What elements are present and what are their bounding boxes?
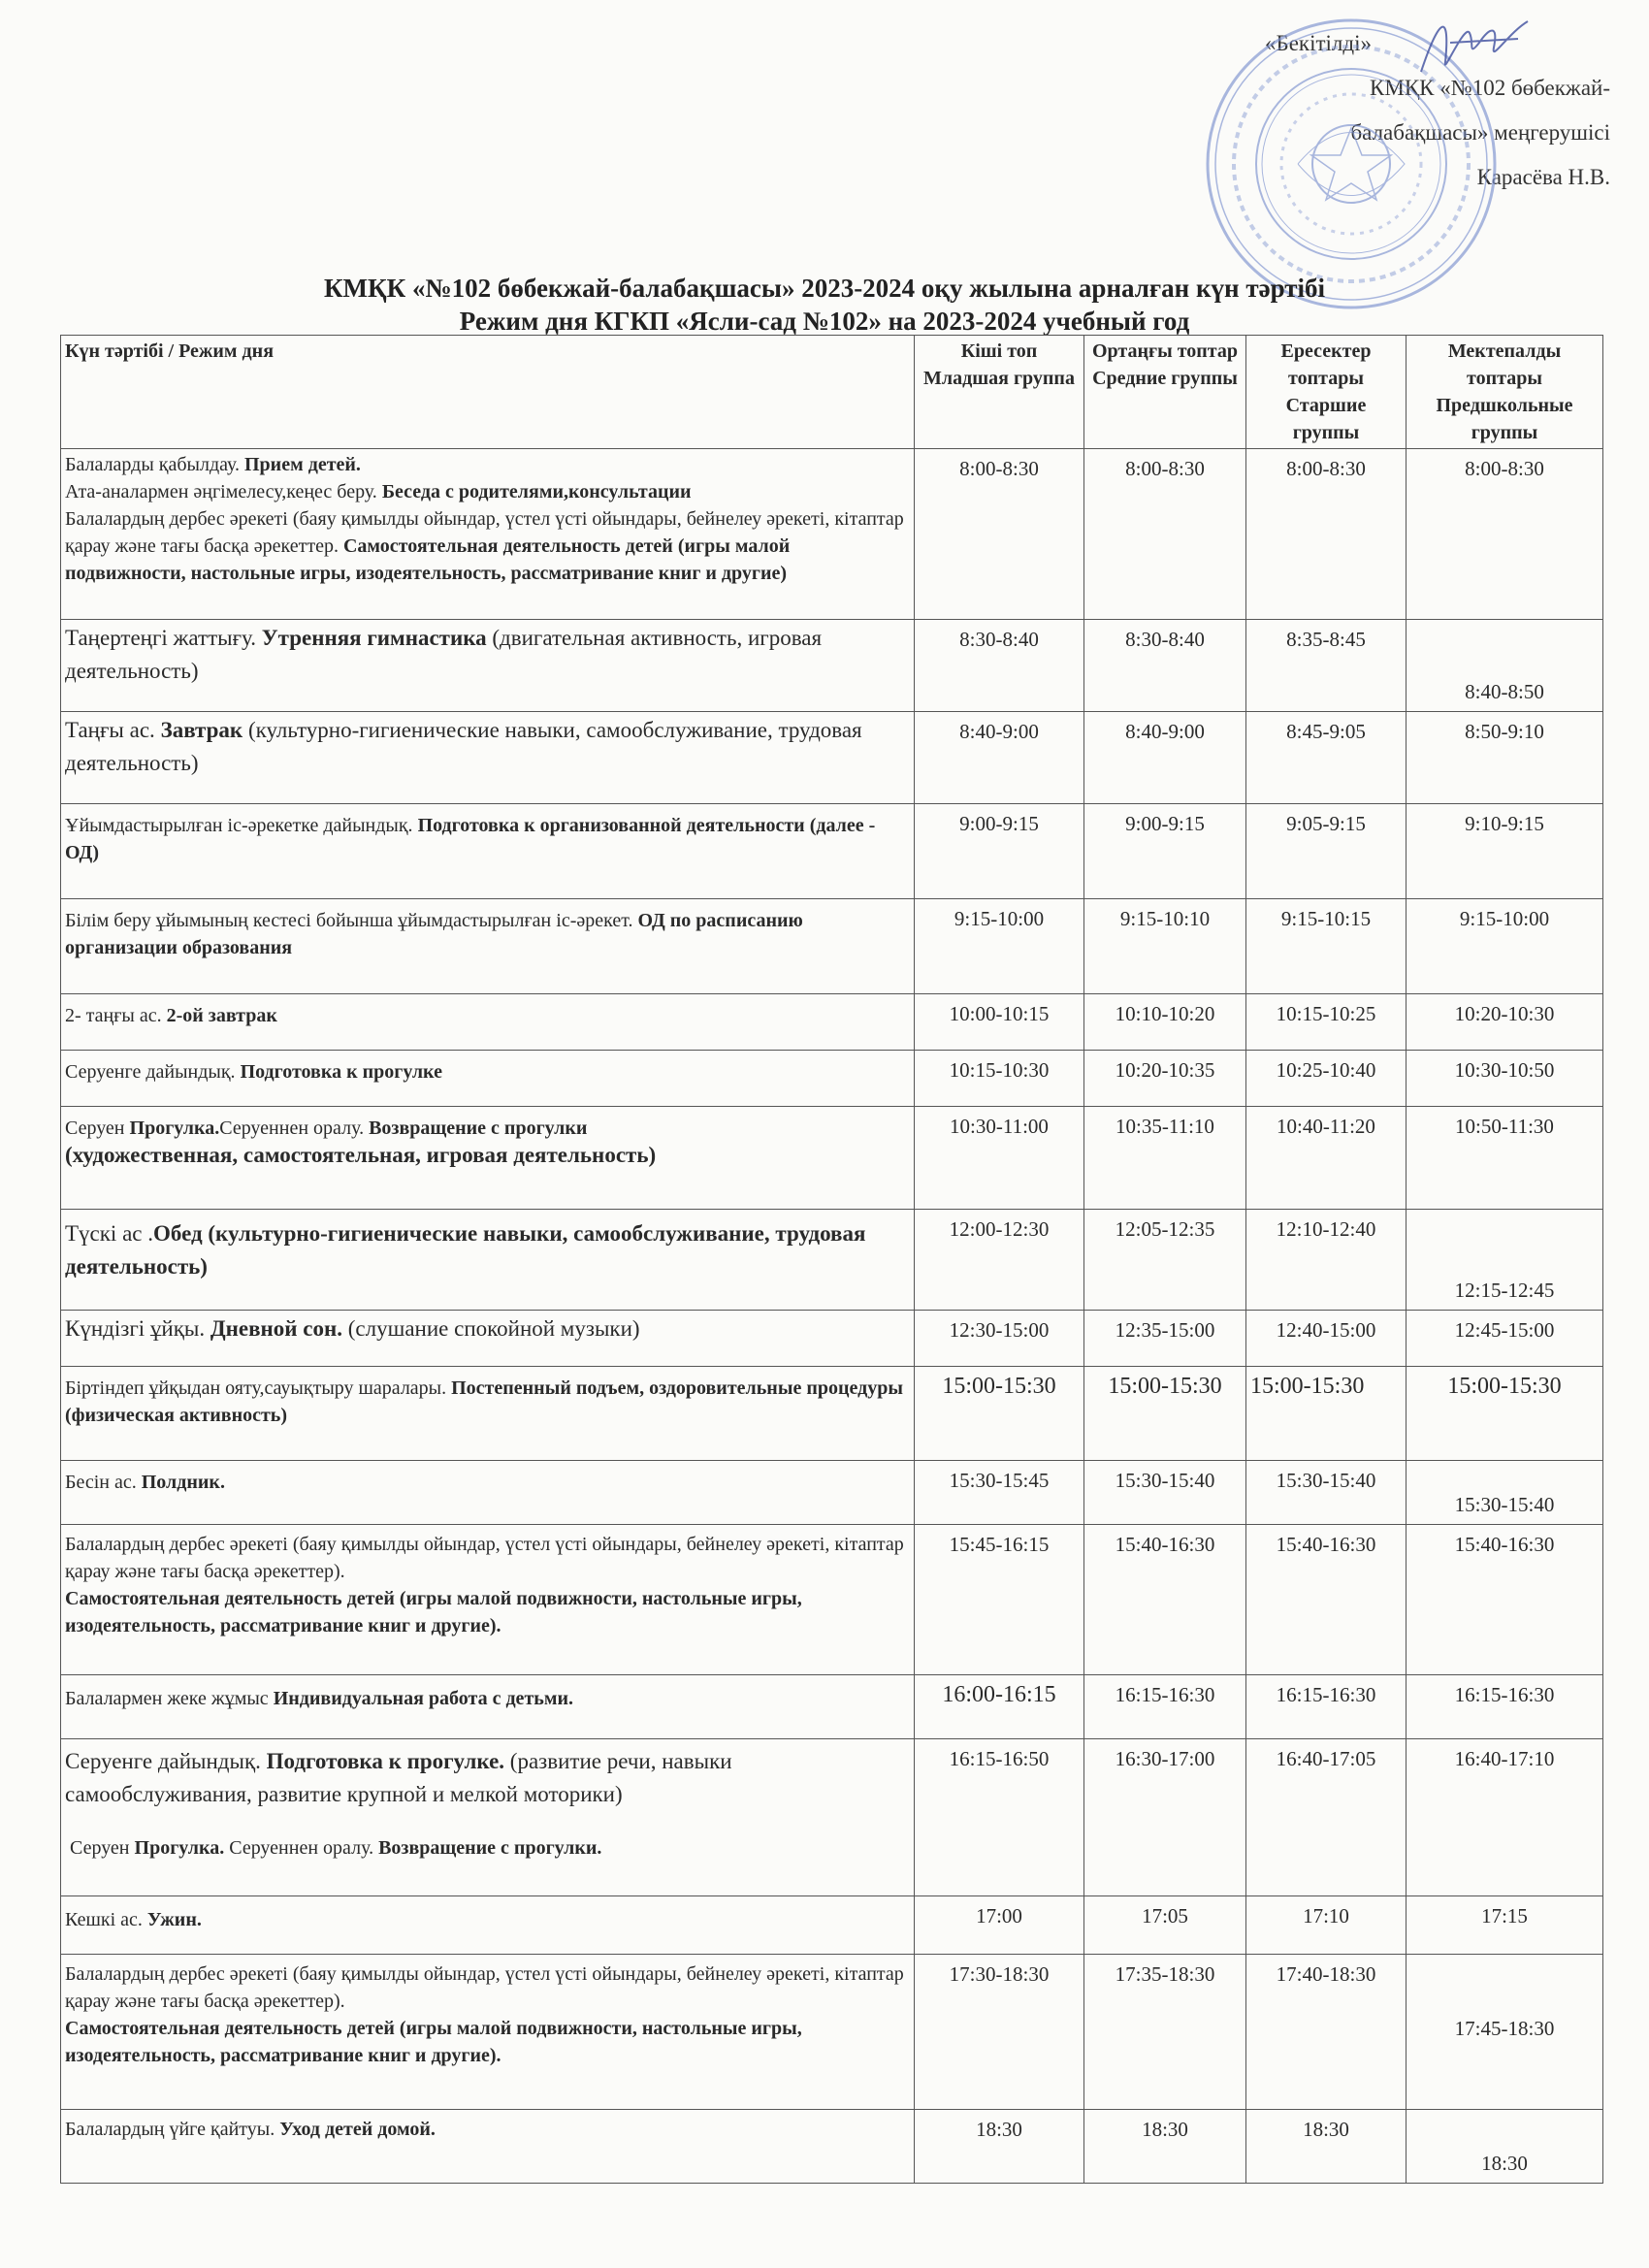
table-row xyxy=(61,1525,1603,1675)
table-row xyxy=(61,712,1603,804)
activity-cell: Балалармен жеке жұмыс Индивидуальная работа с детьми. xyxy=(61,1675,915,1739)
time-cell: 10:20-10:35 xyxy=(1084,1051,1246,1107)
time-cell: 18:30 xyxy=(915,2110,1084,2184)
time-cell: 17:00 xyxy=(915,1896,1084,1955)
time-cell: 10:25-10:40 xyxy=(1246,1051,1406,1107)
time-cell: 16:15-16:50 xyxy=(915,1739,1084,1896)
time-cell: 18:30 xyxy=(1406,2110,1603,2184)
table-row xyxy=(61,1107,1603,1210)
activity-cell: Түскі ас .Обед (культурно-гигиенические навыки, самообслуживание, трудовая деятельность) xyxy=(61,1210,915,1311)
header-middle: Ортаңғы топтар Средние группы xyxy=(1084,336,1246,449)
time-cell: 9:15-10:10 xyxy=(1084,899,1246,994)
time-cell: 17:45-18:30 xyxy=(1406,1955,1603,2110)
activity-cell: Балалардың үйге қайтуы. Уход детей домой. xyxy=(61,2110,915,2184)
table-row xyxy=(61,1461,1603,1525)
daily-schedule-table xyxy=(60,335,1603,2184)
table-row xyxy=(61,1955,1603,2110)
table-row xyxy=(61,1210,1603,1311)
time-cell: 17:05 xyxy=(1084,1896,1246,1955)
time-cell: 9:15-10:00 xyxy=(915,899,1084,994)
activity-cell: Таңертеңгі жаттығу. Утренняя гимнастика (двигательная активность, игровая деятельность) xyxy=(61,620,915,712)
time-cell: 9:00-9:15 xyxy=(1084,804,1246,899)
table-row xyxy=(61,1675,1603,1739)
time-cell: 12:30-15:00 xyxy=(915,1311,1084,1367)
time-cell: 17:15 xyxy=(1406,1896,1603,1955)
time-cell: 8:30-8:40 xyxy=(915,620,1084,712)
time-cell: 10:15-10:25 xyxy=(1246,994,1406,1051)
time-cell: 10:50-11:30 xyxy=(1406,1107,1603,1210)
time-cell: 15:30-15:40 xyxy=(1246,1461,1406,1525)
time-cell: 9:10-9:15 xyxy=(1406,804,1603,899)
time-cell: 12:10-12:40 xyxy=(1246,1210,1406,1311)
table-row xyxy=(61,1739,1603,1896)
time-cell: 16:40-17:05 xyxy=(1246,1739,1406,1896)
activity-cell: Бесін ас. Полдник. xyxy=(61,1461,915,1525)
time-cell: 17:30-18:30 xyxy=(915,1955,1084,2110)
table-row xyxy=(61,620,1603,712)
activity-cell: Серуенге дайындық. Подготовка к прогулке. (развитие речи, навыки самообслуживания, развитие крупной и мелкой моторики) Серуен Прогулка. Серуеннен оралу. Возвращение с прогулки. xyxy=(61,1739,915,1896)
time-cell: 12:05-12:35 xyxy=(1084,1210,1246,1311)
time-cell: 8:45-9:05 xyxy=(1246,712,1406,804)
time-cell: 8:30-8:40 xyxy=(1084,620,1246,712)
time-cell: 12:35-15:00 xyxy=(1084,1311,1246,1367)
time-cell: 12:45-15:00 xyxy=(1406,1311,1603,1367)
table-row xyxy=(61,994,1603,1051)
activity-cell: Балалардың дербес әрекеті (баяу қимылды ойындар, үстел үсті ойындары, бейнелеу әрекеті, кітаптар қарау және тағы басқа әрекеттер). Самостоятельная деятельность детей (игры малой подвижности, настольные игры, изодеятельность, рассматривание книг и другие). xyxy=(61,1955,915,2110)
time-cell: 8:00-8:30 xyxy=(1246,449,1406,620)
time-cell: 9:15-10:15 xyxy=(1246,899,1406,994)
approval-line-3: балабақшасы» меңгерушісі xyxy=(1350,120,1610,145)
activity-cell: Күндізгі ұйқы. Дневной сон. (слушание спокойной музыки) xyxy=(61,1311,915,1367)
time-cell: 10:40-11:20 xyxy=(1246,1107,1406,1210)
time-cell: 10:20-10:30 xyxy=(1406,994,1603,1051)
time-cell: 15:30-15:45 xyxy=(915,1461,1084,1525)
time-cell: 15:40-16:30 xyxy=(1246,1525,1406,1675)
approval-line-4: Карасёва Н.В. xyxy=(1476,165,1610,189)
time-cell: 17:10 xyxy=(1246,1896,1406,1955)
time-cell: 12:00-12:30 xyxy=(915,1210,1084,1311)
header-preschool: Мектепалды топтары Предшкольные группы xyxy=(1406,336,1603,449)
time-cell: 15:40-16:30 xyxy=(1406,1525,1603,1675)
time-cell: 16:40-17:10 xyxy=(1406,1739,1603,1896)
activity-cell: Таңғы ас. Завтрак (культурно-гигиенические навыки, самообслуживание, трудовая деятельность) xyxy=(61,712,915,804)
signature xyxy=(1411,4,1537,81)
time-cell: 9:15-10:00 xyxy=(1406,899,1603,994)
table-row xyxy=(61,804,1603,899)
time-cell: 8:40-8:50 xyxy=(1406,620,1603,712)
table-row xyxy=(61,899,1603,994)
table-row xyxy=(61,1367,1603,1461)
time-cell: 8:00-8:30 xyxy=(1406,449,1603,620)
time-cell: 16:15-16:30 xyxy=(1406,1675,1603,1739)
activity-cell: Балаларды қабылдау. Прием детей. Ата-аналармен әңгімелесу,кеңес беру. Беседа с родителями,консультации Балалардың дербес әрекеті (баяу қимылды ойындар, үстел үсті ойындары, бейнелеу әрекеті, кітаптар қарау және тағы басқа әрекеттер. Самостоятельная деятельность детей (игры малой подвижности, настольные игры, изодеятельность, рассматривание книг и другие) xyxy=(61,449,915,620)
table-row xyxy=(61,1896,1603,1955)
activity-cell: Балалардың дербес әрекеті (баяу қимылды ойындар, үстел үсті ойындары, бейнелеу әрекеті, кітаптар қарау және тағы басқа әрекеттер). Самостоятельная деятельность детей (игры малой подвижности, настольные игры, изодеятельность, рассматривание книг и другие). xyxy=(61,1525,915,1675)
time-cell: 17:40-18:30 xyxy=(1246,1955,1406,2110)
time-cell: 15:00-15:30 xyxy=(1084,1367,1246,1461)
time-cell: 15:00-15:30 xyxy=(1406,1367,1603,1461)
time-cell: 15:30-15:40 xyxy=(1084,1461,1246,1525)
time-cell: 8:00-8:30 xyxy=(915,449,1084,620)
header-senior: Ересектер топтары Старшие группы xyxy=(1246,336,1406,449)
time-cell: 15:00-15:30 xyxy=(915,1367,1084,1461)
time-cell: 10:30-10:50 xyxy=(1406,1051,1603,1107)
time-cell: 10:10-10:20 xyxy=(1084,994,1246,1051)
activity-cell: Серуен Прогулка.Серуеннен оралу. Возвращение с прогулки (художественная, самостоятельная, игровая деятельность) xyxy=(61,1107,915,1210)
time-cell: 10:15-10:30 xyxy=(915,1051,1084,1107)
activity-cell: Кешкі ас. Ужин. xyxy=(61,1896,915,1955)
time-cell: 9:05-9:15 xyxy=(1246,804,1406,899)
activity-cell: Ұйымдастырылған іс-әрекетке дайындық. Подготовка к организованной деятельности (далее - ОД) xyxy=(61,804,915,899)
time-cell: 16:15-16:30 xyxy=(1084,1675,1246,1739)
time-cell: 15:30-15:40 xyxy=(1406,1461,1603,1525)
approval-line-1: «Бекітілді» xyxy=(1265,31,1372,55)
time-cell: 16:15-16:30 xyxy=(1246,1675,1406,1739)
header-junior: Кіші топ Младшая группа xyxy=(915,336,1084,449)
time-cell: 15:45-16:15 xyxy=(915,1525,1084,1675)
time-cell: 17:35-18:30 xyxy=(1084,1955,1246,2110)
header-regime: Күн тәртібі / Режим дня xyxy=(61,336,915,449)
time-cell: 10:35-11:10 xyxy=(1084,1107,1246,1210)
title-kz: КМҚК «№102 бөбекжай-балабақшасы» 2023-2024 оқу жылына арналған күн тәртібі xyxy=(323,274,1325,303)
time-cell: 12:40-15:00 xyxy=(1246,1311,1406,1367)
approval-line-2: КМҚК «№102 бөбекжай- xyxy=(1370,76,1610,100)
table-row xyxy=(61,1051,1603,1107)
time-cell: 16:30-17:00 xyxy=(1084,1739,1246,1896)
time-cell: 8:40-9:00 xyxy=(915,712,1084,804)
time-cell: 16:00-16:15 xyxy=(915,1675,1084,1739)
title-ru: Режим дня КГКП «Ясли-сад №102» на 2023-2024 учебный год xyxy=(459,307,1190,336)
time-cell: 10:00-10:15 xyxy=(915,994,1084,1051)
activity-cell: Біртіндеп ұйқыдан ояту,сауықтыру шаралары. Постепенный подъем, оздоровительные процедуры (физическая активность) xyxy=(61,1367,915,1461)
time-cell: 8:50-9:10 xyxy=(1406,712,1603,804)
document-title xyxy=(0,272,1649,338)
time-cell: 10:30-11:00 xyxy=(915,1107,1084,1210)
activity-cell: Білім беру ұйымының кестесі бойынша ұйымдастырылған іс-әрекет. ОД по расписанию организации образования xyxy=(61,899,915,994)
time-cell: 15:40-16:30 xyxy=(1084,1525,1246,1675)
time-cell: 8:35-8:45 xyxy=(1246,620,1406,712)
table-header-row xyxy=(61,336,1603,449)
time-cell: 9:00-9:15 xyxy=(915,804,1084,899)
time-cell: 18:30 xyxy=(1084,2110,1246,2184)
table-row xyxy=(61,2110,1603,2184)
time-cell: 15:00-15:30 xyxy=(1246,1367,1406,1461)
table-row xyxy=(61,1311,1603,1367)
table-row xyxy=(61,449,1603,620)
time-cell: 18:30 xyxy=(1246,2110,1406,2184)
activity-cell: Серуенге дайындық. Подготовка к прогулке xyxy=(61,1051,915,1107)
activity-cell: 2- таңғы ас. 2-ой завтрак xyxy=(61,994,915,1051)
time-cell: 8:40-9:00 xyxy=(1084,712,1246,804)
time-cell: 8:00-8:30 xyxy=(1084,449,1246,620)
time-cell: 12:15-12:45 xyxy=(1406,1210,1603,1311)
